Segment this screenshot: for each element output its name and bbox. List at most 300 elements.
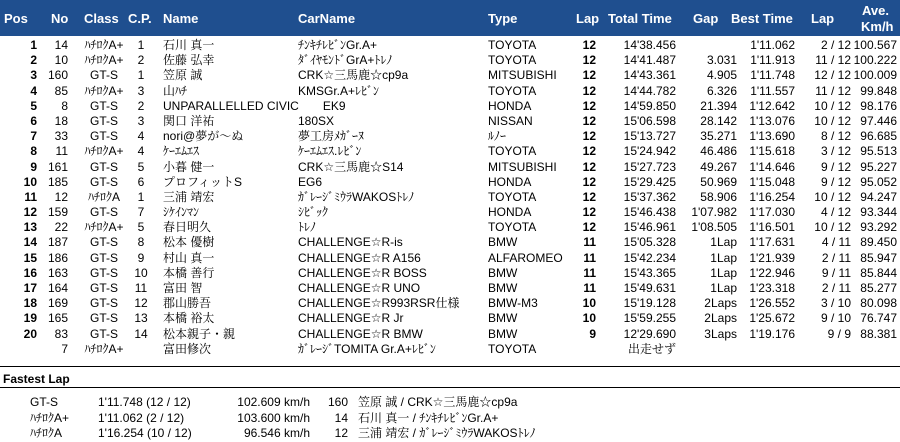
- cell-best: 1'11.557: [750, 83, 795, 98]
- cell-car: CHALLENGE☆R Jr: [298, 311, 404, 326]
- col-kmh: Km/h: [861, 19, 894, 34]
- cell-pos: 4: [30, 83, 37, 98]
- cell-lap: 12: [582, 68, 596, 83]
- cell-ave: 96.685: [860, 129, 897, 144]
- cell-total: 15'06.598: [623, 113, 676, 128]
- cell-lap: 12: [582, 98, 596, 113]
- cell-no: 161: [47, 159, 68, 174]
- cell-type: BMW: [488, 326, 518, 341]
- fastest-speed: 96.546 km/h: [243, 426, 310, 440]
- cell-total: 15'46.438: [623, 205, 676, 220]
- cell-no: 10: [54, 53, 68, 68]
- cell-gap: 50.969: [700, 174, 737, 189]
- table-row: [0, 235, 900, 250]
- cell-pos: 3: [30, 68, 37, 83]
- divider: [0, 387, 900, 388]
- col-best-lap: Lap: [811, 11, 835, 26]
- cell-car: CHALLENGE☆R-is: [298, 235, 403, 250]
- fastest-time: 1'11.062 (2 / 12): [98, 410, 185, 425]
- cell-ave: 80.098: [860, 296, 897, 311]
- cell-ave: 88.381: [860, 326, 897, 341]
- cell-car: CHALLENGE☆R BOSS: [298, 265, 427, 280]
- cell-class: ﾊﾁﾛｸA: [87, 189, 120, 204]
- cell-total: 12'29.690: [623, 326, 676, 341]
- cell-lap: 12: [582, 113, 596, 128]
- cell-name: nori@夢が～ぬ: [163, 129, 244, 144]
- cell-best: 1'13.690: [749, 129, 795, 144]
- cell-type: TOYOTA: [488, 220, 537, 235]
- cell-total: 15'43.365: [623, 265, 676, 280]
- cell-lap: 12: [582, 83, 596, 98]
- cell-total: 15'37.362: [623, 189, 676, 204]
- cell-type: TOYOTA: [488, 53, 537, 68]
- table-row: [0, 281, 900, 296]
- cell-type: MITSUBISHI: [488, 68, 557, 83]
- cell-car: CHALLENGE☆R UNO: [298, 281, 421, 295]
- cell-best: 1'15.048: [749, 174, 795, 189]
- cell-type: HONDA: [488, 98, 532, 113]
- cell-class: GT-S: [89, 129, 118, 144]
- cell-cp: 7: [137, 205, 145, 220]
- cell-car: CRK☆三馬鹿☆cp9a: [298, 68, 409, 83]
- cell-pos: 9: [30, 159, 37, 174]
- cell-class: GT-S: [89, 281, 118, 295]
- col-no: No: [51, 11, 69, 26]
- cell-class: ﾊﾁﾛｸA+: [84, 220, 124, 235]
- cell-gap: 2Laps: [704, 311, 737, 326]
- cell-gap: 49.267: [700, 159, 737, 174]
- cell-pos: 17: [23, 281, 37, 295]
- cell-name: 佐藤 弘幸: [163, 53, 215, 68]
- cell-ave: 94.247: [860, 189, 897, 204]
- cell-bestlap: 8 / 12: [820, 129, 851, 144]
- table-row: [0, 84, 900, 99]
- cell-type: ﾙﾉｰ: [488, 129, 507, 144]
- table-row: [0, 53, 900, 68]
- cell-cp: 3: [137, 83, 145, 98]
- cell-total: 14'43.361: [623, 68, 676, 83]
- cell-pos: 19: [23, 311, 37, 326]
- cell-name: 笠原 誠: [163, 68, 203, 83]
- cell-pos: 18: [23, 296, 37, 311]
- col-cp: C.P.: [128, 11, 152, 26]
- cell-name: 村山 真一: [163, 250, 215, 265]
- cell-best: 1'11.062: [750, 38, 795, 52]
- col-carname: CarName: [298, 11, 356, 26]
- cell-cp: 13: [134, 311, 148, 326]
- cell-total: 15'29.425: [623, 174, 676, 189]
- cell-type: NISSAN: [488, 113, 533, 128]
- cell-cp: 1: [137, 189, 145, 204]
- cell-bestlap: 10 / 12: [814, 220, 851, 235]
- fastest-time: 1'16.254 (10 / 12): [98, 426, 192, 440]
- cell-ave: 97.446: [860, 113, 897, 128]
- cell-pos: 20: [23, 326, 37, 341]
- cell-ave: 85.844: [860, 265, 897, 280]
- cell-best: 1'11.913: [750, 53, 795, 68]
- fastest-no: 12: [334, 426, 348, 440]
- cell-cp: 1: [137, 68, 145, 83]
- cell-type: BMW: [488, 235, 518, 250]
- fastest-speed: 102.609 km/h: [237, 395, 310, 409]
- cell-cp: 4: [137, 129, 145, 144]
- cell-no: 165: [47, 311, 68, 326]
- cell-name: 本橋 裕太: [163, 311, 215, 326]
- cell-cp: 1: [137, 38, 145, 52]
- cell-bestlap: 9 / 11: [821, 265, 851, 280]
- cell-ave: 100.222: [853, 53, 897, 68]
- cell-name: 小暮 健一: [163, 159, 215, 174]
- cell-bestlap: 10 / 12: [814, 113, 851, 128]
- results-table: [0, 38, 900, 357]
- cell-lap: 12: [582, 189, 596, 204]
- cell-best: 1'11.748: [750, 68, 795, 83]
- cell-class: GT-S: [89, 205, 118, 220]
- cell-no: 185: [47, 174, 68, 189]
- list-item: [0, 411, 900, 427]
- cell-lap: 11: [583, 235, 596, 250]
- cell-type: HONDA: [488, 174, 532, 189]
- cell-bestlap: 2 / 11: [821, 281, 851, 295]
- cell-name: 郡山勝吾: [163, 296, 212, 311]
- table-row: [0, 296, 900, 311]
- table-row: [0, 205, 900, 220]
- cell-bestlap: 9 / 12: [820, 159, 851, 174]
- cell-gap: 6.326: [706, 83, 737, 98]
- cell-cp: 5: [137, 220, 145, 235]
- cell-type: BMW: [488, 265, 518, 280]
- cell-no: 164: [47, 281, 68, 295]
- cell-lap: 12: [582, 159, 596, 174]
- cell-class: GT-S: [89, 113, 118, 128]
- cell-class: ﾊﾁﾛｸA+: [84, 144, 124, 159]
- cell-bestlap: 2 / 12: [820, 38, 851, 52]
- cell-car: CHALLENGE☆R993RSR仕様: [298, 296, 460, 311]
- cell-pos: 2: [30, 53, 37, 68]
- table-row: [0, 38, 900, 53]
- cell-cp: 14: [134, 326, 148, 341]
- cell-pos: 1: [30, 38, 37, 52]
- cell-bestlap: 3 / 10: [820, 296, 851, 311]
- cell-total: 14'44.782: [623, 83, 676, 98]
- cell-total: 15'13.727: [623, 129, 676, 144]
- cell-car: ﾄﾚﾉ: [298, 220, 317, 235]
- cell-no: 14: [54, 38, 68, 52]
- cell-total: 15'59.255: [623, 311, 676, 326]
- fastest-lap-table: [0, 395, 900, 442]
- cell-class: GT-S: [89, 311, 118, 326]
- cell-car: ｶﾞﾚｰｼﾞTOMITA Gr.A+ﾚﾋﾞﾝ: [298, 341, 436, 356]
- cell-best: 1'16.254: [749, 189, 795, 204]
- table-row: [0, 160, 900, 175]
- cell-class: GT-S: [89, 235, 118, 250]
- cell-bestlap: 11 / 12: [815, 53, 851, 68]
- cell-name: 松本 優樹: [163, 235, 215, 250]
- cell-bestlap: 4 / 12: [820, 205, 851, 220]
- cell-best: 1'12.642: [749, 98, 795, 113]
- cell-lap: 11: [583, 265, 596, 280]
- table-row: [0, 144, 900, 159]
- cell-car: CHALLENGE☆R A156: [298, 250, 421, 265]
- cell-cp: 10: [134, 265, 148, 280]
- cell-car: ｶﾞﾚｰｼﾞﾐｳﾗWAKOSﾄﾚﾉ: [298, 189, 415, 204]
- cell-total: 15'49.631: [623, 281, 676, 295]
- cell-class: ﾊﾁﾛｸA+: [84, 38, 124, 52]
- col-ave: Ave.: [862, 3, 889, 18]
- cell-lap: 10: [582, 296, 596, 311]
- cell-total: 15'46.961: [623, 220, 676, 235]
- cell-ave: 85.947: [860, 250, 897, 265]
- cell-no: 8: [61, 98, 68, 113]
- cell-lap: 12: [582, 144, 596, 159]
- cell-no: 169: [47, 296, 68, 311]
- cell-ave: 93.292: [860, 220, 897, 235]
- cell-cp: 8: [137, 235, 145, 250]
- cell-type: MITSUBISHI: [488, 159, 557, 174]
- cell-cp: 2: [137, 98, 145, 113]
- col-total-time: Total Time: [608, 11, 672, 26]
- cell-total: 15'27.723: [623, 159, 676, 174]
- list-item: [0, 426, 900, 442]
- cell-best: 1'16.501: [749, 220, 795, 235]
- cell-lap: 12: [582, 220, 596, 235]
- cell-car: 夢工房ﾒｶﾞｰﾇ: [298, 129, 365, 144]
- cell-no: 33: [54, 129, 68, 144]
- cell-type: TOYOTA: [488, 189, 537, 204]
- cell-name: 山ﾊﾁ: [163, 83, 188, 98]
- cell-pos: 13: [23, 220, 37, 235]
- cell-name: UNPARALLELLED CIVIC EK9: [163, 98, 346, 113]
- cell-class: GT-S: [89, 68, 118, 83]
- cell-type: ALFAROMEO: [488, 250, 563, 265]
- cell-ave: 95.227: [860, 159, 897, 174]
- table-row: [0, 68, 900, 83]
- cell-best: 1'14.646: [749, 159, 795, 174]
- col-class: Class: [84, 11, 119, 26]
- cell-gap: 1Lap: [710, 250, 737, 265]
- table-row: [0, 311, 900, 326]
- cell-lap: 12: [582, 53, 596, 68]
- cell-gap: 3Laps: [704, 326, 737, 341]
- cell-no: 159: [47, 205, 68, 220]
- cell-car: 180SX: [298, 113, 335, 128]
- cell-no: 18: [54, 113, 68, 128]
- cell-name: ｹｰｴﾑｴｽ: [163, 144, 200, 159]
- cell-type: HONDA: [488, 205, 532, 220]
- cell-gap: 4.905: [706, 68, 737, 83]
- cell-class: GT-S: [89, 326, 118, 341]
- cell-gap: 1'07.982: [691, 205, 737, 220]
- cell-type: TOYOTA: [488, 83, 537, 98]
- cell-class: GT-S: [89, 174, 118, 189]
- cell-total: 15'19.128: [623, 296, 676, 311]
- cell-total: 15'42.234: [623, 250, 676, 265]
- cell-best: 1'25.672: [749, 311, 795, 326]
- cell-name: 富田 智: [163, 281, 203, 295]
- cell-lap: 11: [583, 250, 596, 265]
- cell-ave: 89.450: [860, 235, 897, 250]
- cell-bestlap: 12 / 12: [814, 68, 851, 83]
- cell-best: 1'26.552: [749, 296, 795, 311]
- cell-best: 1'15.618: [749, 144, 795, 159]
- fastest-time: 1'11.748 (12 / 12): [98, 395, 191, 409]
- cell-bestlap: 3 / 12: [820, 144, 851, 159]
- cell-ave: 93.344: [860, 205, 897, 220]
- cell-gap: 1Lap: [710, 265, 737, 280]
- cell-lap: 9: [589, 326, 596, 341]
- table-row: [0, 114, 900, 129]
- cell-type: BMW: [488, 281, 518, 295]
- cell-bestlap: 10 / 12: [814, 189, 851, 204]
- cell-total: 14'59.850: [623, 98, 676, 113]
- cell-ave: 98.176: [860, 98, 897, 113]
- fastest-speed: 103.600 km/h: [237, 410, 310, 425]
- cell-name: ｼｹｲﾝﾏﾝ: [163, 205, 200, 220]
- cell-best: 1'17.631: [749, 235, 795, 250]
- cell-pos: 15: [23, 250, 37, 265]
- cell-car: ｹｰｴﾑｴｽ.ﾚﾋﾞﾝ: [298, 144, 362, 159]
- fastest-driver: 笠原 誠 / CRK☆三馬鹿☆cp9a: [358, 395, 518, 409]
- cell-class: GT-S: [89, 250, 118, 265]
- cell-gap: 28.142: [700, 113, 737, 128]
- cell-lap: 12: [582, 174, 596, 189]
- cell-best: 1'22.946: [749, 265, 795, 280]
- fastest-class: ﾊﾁﾛｸA: [30, 426, 63, 440]
- cell-gap: 58.906: [700, 189, 737, 204]
- cell-ave: 95.052: [860, 174, 897, 189]
- cell-ave: 85.277: [860, 281, 897, 295]
- cell-total: 14'41.487: [623, 53, 676, 68]
- cell-class: GT-S: [89, 159, 118, 174]
- divider: [0, 366, 900, 367]
- cell-name: 本橋 善行: [163, 265, 215, 280]
- cell-best: 1'21.939: [749, 250, 795, 265]
- cell-gap: 21.394: [700, 98, 737, 113]
- cell-gap: 46.486: [700, 144, 737, 159]
- cell-name: 富田修次: [163, 341, 212, 356]
- cell-type: TOYOTA: [488, 341, 537, 356]
- cell-class: GT-S: [89, 98, 118, 113]
- cell-total: 14'38.456: [623, 38, 676, 52]
- cell-gap: 2Laps: [704, 296, 737, 311]
- cell-best: 1'13.076: [749, 113, 795, 128]
- table-row: [0, 129, 900, 144]
- fastest-driver: 石川 真一 / ﾁﾝｷﾁﾚﾋﾞﾝGr.A+: [358, 410, 499, 425]
- table-row: [0, 190, 900, 205]
- cell-ave: 95.513: [860, 144, 897, 159]
- cell-no: 187: [47, 235, 68, 250]
- cell-pos: 14: [23, 235, 37, 250]
- cell-car: ﾁﾝｷﾁﾚﾋﾞﾝGr.A+: [298, 38, 378, 52]
- cell-lap: 10: [582, 311, 596, 326]
- cell-ave: 100.567: [853, 38, 897, 52]
- cell-class: GT-S: [89, 296, 118, 311]
- fastest-lap-title: Fastest Lap: [3, 372, 70, 386]
- table-row: [0, 99, 900, 114]
- cell-best: 1'19.176: [749, 326, 795, 341]
- cell-gap: 1'08.505: [691, 220, 737, 235]
- col-name: Name: [163, 11, 199, 26]
- cell-no: 163: [47, 265, 68, 280]
- cell-pos: 8: [30, 144, 37, 159]
- cell-gap: 35.271: [700, 129, 737, 144]
- cell-car: CHALLENGE☆R BMW: [298, 326, 423, 341]
- fastest-class: GT-S: [30, 395, 59, 409]
- cell-cp: 11: [134, 281, 148, 295]
- col-pos: Pos: [4, 11, 28, 26]
- cell-no: 12: [54, 189, 68, 204]
- cell-bestlap: 11 / 12: [815, 83, 851, 98]
- table-row: [0, 342, 900, 357]
- cell-car: ﾀﾞｲﾔﾓﾝﾄﾞGrA+ﾄﾚﾉ: [298, 53, 393, 68]
- cell-best: 1'17.030: [749, 205, 795, 220]
- cell-cp: 3: [137, 113, 145, 128]
- cell-name: 関口 洋祐: [163, 113, 215, 128]
- cell-name: プロフィットS: [163, 174, 243, 189]
- cell-cp: 9: [137, 250, 145, 265]
- cell-best: 1'23.318: [749, 281, 795, 295]
- cell-cp: 6: [137, 174, 145, 189]
- cell-cp: 4: [137, 144, 145, 159]
- cell-pos: 11: [24, 189, 37, 204]
- cell-class: ﾊﾁﾛｸA+: [84, 83, 124, 98]
- cell-pos: 12: [23, 205, 37, 220]
- table-row: [0, 251, 900, 266]
- cell-type: TOYOTA: [488, 144, 537, 159]
- col-lap: Lap: [576, 11, 600, 26]
- cell-pos: 7: [30, 129, 37, 144]
- cell-gap: 3.031: [706, 53, 737, 68]
- table-row: [0, 175, 900, 190]
- cell-cp: 12: [134, 296, 148, 311]
- table-row: [0, 327, 900, 342]
- cell-cp: 5: [137, 159, 145, 174]
- cell-lap: 12: [582, 38, 596, 52]
- cell-cp: 2: [137, 53, 145, 68]
- cell-car: KMSGr.A+ﾚﾋﾞﾝ: [298, 83, 380, 98]
- cell-pos: 10: [23, 174, 37, 189]
- cell-no: 7: [61, 341, 68, 356]
- cell-bestlap: 9 / 9: [827, 326, 851, 341]
- cell-gap: 1Lap: [710, 281, 737, 295]
- cell-bestlap: 2 / 11: [821, 250, 851, 265]
- cell-total: 出走せず: [627, 341, 676, 356]
- col-best-time: Best Time: [731, 11, 793, 26]
- cell-no: 22: [54, 220, 68, 235]
- fastest-no: 14: [334, 410, 348, 425]
- cell-total: 15'24.942: [623, 144, 676, 159]
- cell-bestlap: 9 / 10: [820, 311, 851, 326]
- fastest-no: 160: [327, 395, 348, 409]
- cell-lap: 12: [582, 205, 596, 220]
- cell-no: 186: [47, 250, 68, 265]
- cell-car: EG6: [298, 174, 323, 189]
- cell-pos: 16: [23, 265, 37, 280]
- cell-pos: 5: [30, 98, 37, 113]
- cell-name: 三浦 靖宏: [163, 189, 215, 204]
- fastest-driver: 三浦 靖宏 / ｶﾞﾚｰｼﾞﾐｳﾗWAKOSﾄﾚﾉ: [358, 426, 536, 440]
- cell-car: ｼﾋﾞｯｸ: [298, 205, 329, 220]
- results-header: [0, 0, 900, 36]
- fastest-class: ﾊﾁﾛｸA+: [30, 410, 70, 425]
- cell-lap: 11: [583, 281, 596, 295]
- col-type: Type: [488, 11, 518, 26]
- cell-name: 春日明久: [163, 220, 212, 235]
- cell-no: 83: [54, 326, 68, 341]
- cell-lap: 12: [582, 129, 596, 144]
- cell-no: 160: [47, 68, 68, 83]
- cell-gap: 1Lap: [710, 235, 737, 250]
